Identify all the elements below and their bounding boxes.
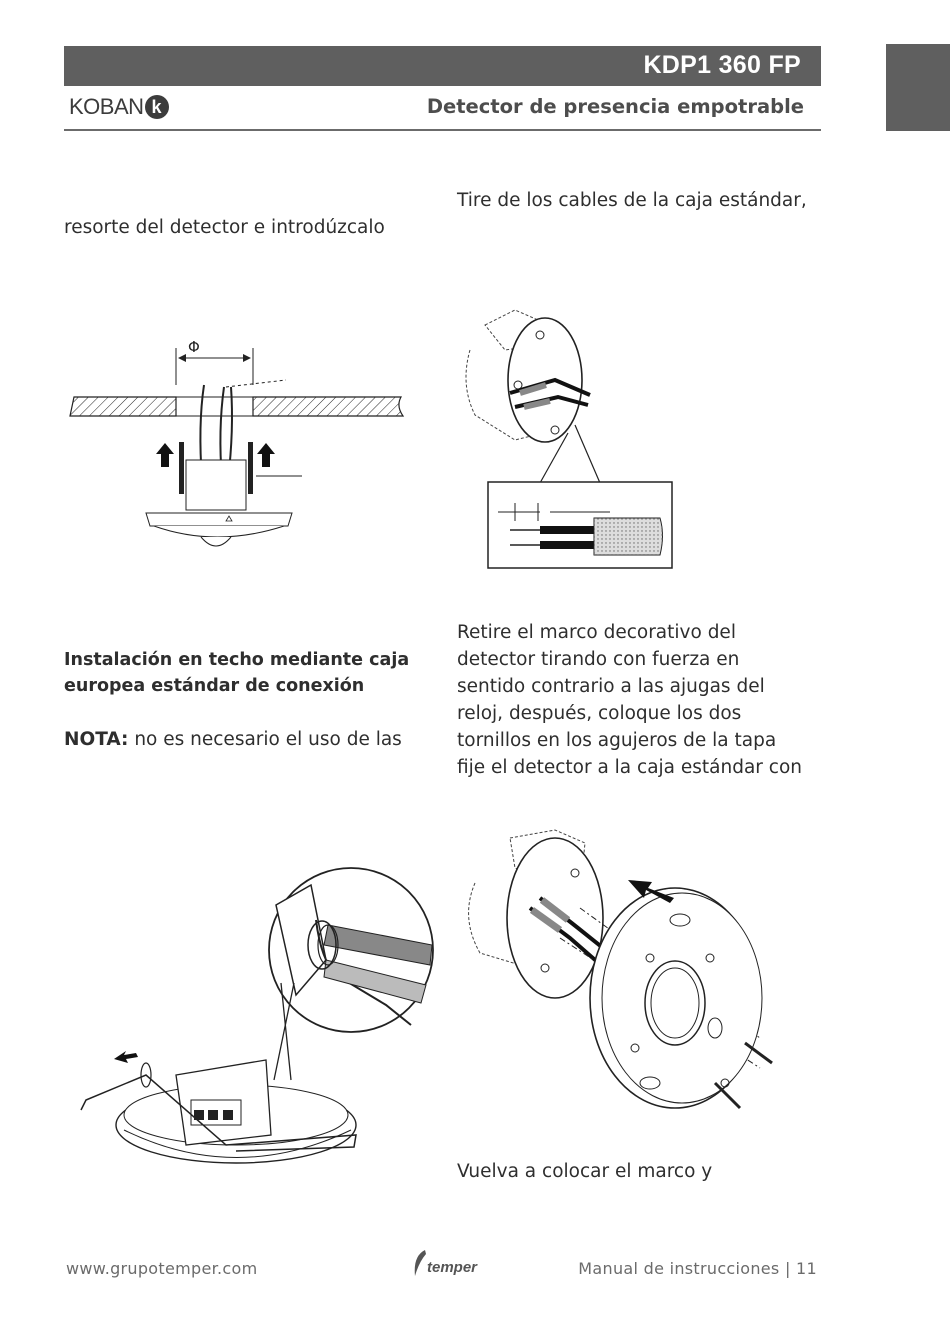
brand-name: KOBAN xyxy=(69,94,144,119)
arrow-up-icon xyxy=(156,443,174,467)
footer-manual-page: Manual de instrucciones | 11 xyxy=(578,1259,817,1278)
paragraph-line: Retire el marco decorativo del xyxy=(457,622,736,643)
koban-logo-icon xyxy=(69,94,169,120)
paragraph-line: sentido contrario a las ajugas del xyxy=(457,676,765,697)
brand-mark: k xyxy=(145,95,169,119)
ceiling-mount-diagram xyxy=(66,330,411,560)
arrow-up-icon xyxy=(257,443,275,467)
note-label: NOTA: xyxy=(64,729,129,750)
note-text: no es necesario el uso de las xyxy=(128,729,402,750)
arrow-left-icon xyxy=(114,1051,138,1063)
footer-website[interactable]: www.grupotemper.com xyxy=(66,1259,258,1278)
right-text-last: Vuelva a colocar el marco y xyxy=(457,1161,713,1182)
paragraph-line: fije el detector a la caja estándar con xyxy=(457,757,803,778)
note xyxy=(64,726,402,753)
paragraph-line: detector tirando con fuerza en xyxy=(457,649,740,670)
product-code: KDP1 360 FP xyxy=(643,51,801,79)
section-tab xyxy=(886,44,950,131)
temper-logo-icon xyxy=(411,1248,477,1278)
page-subtitle: Detector de presencia empotrable xyxy=(426,95,804,118)
cable-box-diagram xyxy=(460,305,680,575)
paragraph-line: tornillos en los agujeros de la tapa xyxy=(457,730,777,751)
header-bar xyxy=(64,46,821,86)
paragraph-line: reloj, después, coloque los dos xyxy=(457,703,742,724)
plate-mount-diagram xyxy=(460,828,790,1118)
section-heading-line-1: Instalación en techo mediante caja xyxy=(64,650,410,670)
spring-removal-diagram xyxy=(66,865,441,1185)
left-text-1: resorte del detector e introdúzcalo xyxy=(64,217,385,238)
temper-swoosh-icon xyxy=(411,1248,427,1278)
temper-logo-text: temper xyxy=(427,1259,478,1276)
right-text-1: Tire de los cables de la caja estándar, xyxy=(457,190,807,211)
section-heading-line-2: europea estándar de conexión xyxy=(64,676,365,696)
header-rule xyxy=(64,129,821,131)
diameter-symbol: Φ xyxy=(188,338,200,356)
